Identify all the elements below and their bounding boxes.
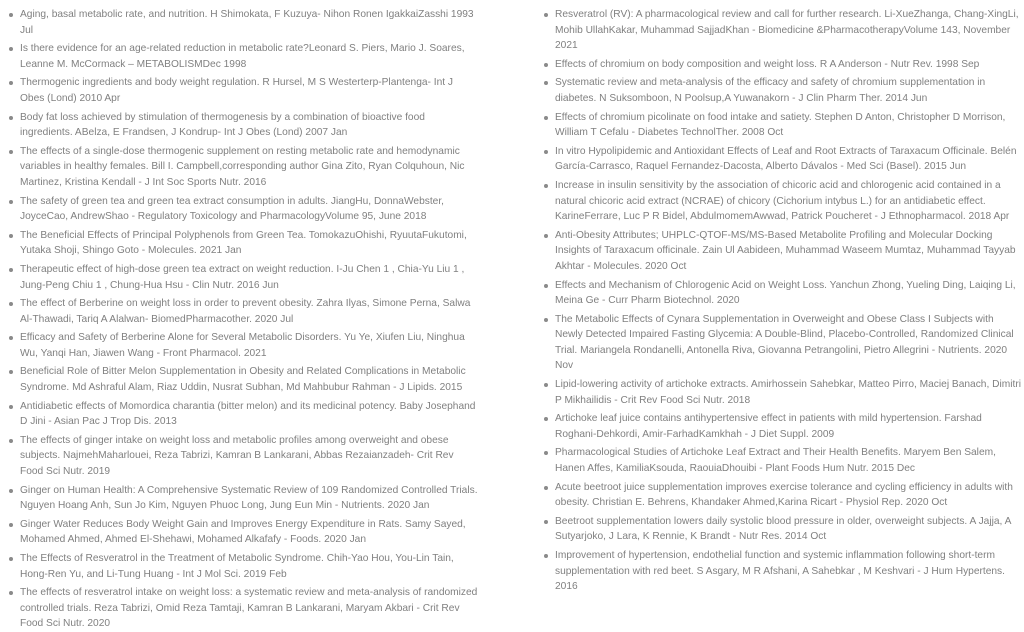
- reference-item: The Effects of Resveratrol in the Treatment of Metabolic Syndrome. Chih-Yao Hou, You-Lin Tain, Hong-Ren Yu, and Li-Tung Huang - Int J Mol Sci. 2019 Feb: [8, 551, 478, 582]
- reference-item: The effects of resveratrol intake on weight loss: a systematic review and meta-analysis of randomized controlled trials. Reza Tabrizi, Omid Reza Tamtaji, Kamran B Lankarani, Maryam Akbari - Crit Rev Food Sci Nutr. 2020: [8, 585, 478, 632]
- reference-item: Aging, basal metabolic rate, and nutrition. H Shimokata, F Kuzuya- Nihon Ronen IgakkaiZasshi 1993 Jul: [8, 7, 478, 38]
- reference-item: Beetroot supplementation lowers daily systolic blood pressure in older, overweight subjects. A Jajja, A Sutyarjoko, J Lara, K Rennie, K Brandt - Nutr Res. 2014 Oct: [543, 514, 1023, 545]
- reference-item: Acute beetroot juice supplementation improves exercise tolerance and cycling efficiency in adults with obesity. Christian E. Behrens, Khandaker Ahmed,Karina Ricart - Physiol Rep. 2020 Oct: [543, 480, 1023, 511]
- reference-item: Resveratrol (RV): A pharmacological review and call for further research. Li-XueZhanga, Chang-XingLi, Mohib UllahKakar, Muhammad SajjadKhan - Biomedicine &PharmacotherapyVolume 143, November 2021: [543, 7, 1023, 54]
- reference-item: Therapeutic effect of high-dose green tea extract on weight reduction. I-Ju Chen 1 , Chia-Yu Liu 1 , Jung-Peng Chiu 1 , Chung-Hua Hsu - Clin Nutr. 2016 Jun: [8, 262, 478, 293]
- reference-item: Pharmacological Studies of Artichoke Leaf Extract and Their Health Benefits. Maryem Ben Salem, Hanen Affes, KamiliaKsouda, RaouiaDhouibi - Plant Foods Hum Nutr. 2015 Dec: [543, 445, 1023, 476]
- reference-item: Ginger on Human Health: A Comprehensive Systematic Review of 109 Randomized Controlled Trials. Nguyen Hoang Anh, Sun Jo Kim, Nguyen Phuoc Long, Jung Eun Min - Nutrients. 2020 Jan: [8, 483, 478, 514]
- reference-item: Lipid-lowering activity of artichoke extracts. Amirhossein Sahebkar, Matteo Pirro, Maciej Banach, Dimitri P Mikhailidis - Crit Rev Food Sci Nutr. 2018: [543, 377, 1023, 408]
- reference-item: Body fat loss achieved by stimulation of thermogenesis by a combination of bioactive food ingredients. ABelza, E Frandsen, J Kondrup- Int J Obes (Lond) 2007 Jan: [8, 110, 478, 141]
- reference-item: The effects of a single-dose thermogenic supplement on resting metabolic rate and hemodynamic variables in healthy females. Bill I. Campbell,corresponding author Gina Zito, Ryan Colquhoun, Nic Martinez, Kristina Kendall - J Int Soc Sports Nutr. 2016: [8, 144, 478, 191]
- reference-item: The Metabolic Effects of Cynara Supplementation in Overweight and Obese Class I Subjects with Newly Detected Impaired Fasting Glycemia: A Double-Blind, Placebo-Controlled, Randomized Clinical Trial. Mariangela Rondanelli, Antonella Riva, Giovanna Petrangolini, Pietro Allegrini - Nutrients. 2020 Nov: [543, 312, 1023, 374]
- reference-item: Is there evidence for an age-related reduction in metabolic rate?Leonard S. Piers, Mario J. Soares, Leanne M. McCormack – METABOLISMDec 1998: [8, 41, 478, 72]
- reference-item: Effects of chromium picolinate on food intake and satiety. Stephen D Anton, Christopher D Morrison, William T Cefalu - Diabetes TechnolTher. 2008 Oct: [543, 110, 1023, 141]
- reference-item: Increase in insulin sensitivity by the association of chicoric acid and chlorogenic acid contained in a natural chicoric acid extract (NCRAE) of chicory (Cichorium intybus L.) for an antidiabetic effect. KarineFerrare, Luc P R Bidel, AbdulmomemAwwad, Patrick Poucheret - J Ethnopharmacol. 2018 Apr: [543, 178, 1023, 225]
- reference-item: Thermogenic ingredients and body weight regulation. R Hursel, M S Westerterp-Plantenga- Int J Obes (Lond) 2010 Apr: [8, 75, 478, 106]
- reference-item: Artichoke leaf juice contains antihypertensive effect in patients with mild hypertension. Farshad Roghani-Dehkordi, Amir-FarhadKamkhah - J Diet Suppl. 2009: [543, 411, 1023, 442]
- reference-item: Improvement of hypertension, endothelial function and systemic inflammation following short-term supplementation with red beet. S Asgary, M R Afshani, A Sahebkar , M Keshvari - J Hum Hypertens. 2016: [543, 548, 1023, 595]
- reference-item: Ginger Water Reduces Body Weight Gain and Improves Energy Expenditure in Rats. Samy Sayed, Mohamed Ahmed, Ahmed El-Shehawi, Mohamed Alkafafy - Foods. 2020 Jan: [8, 517, 478, 548]
- reference-item: Efficacy and Safety of Berberine Alone for Several Metabolic Disorders. Yu Ye, Xiufen Liu, Ninghua Wu, Yanqi Han, Jiawen Wang - Front Pharmacol. 2021: [8, 330, 478, 361]
- reference-item: The Beneficial Effects of Principal Polyphenols from Green Tea. TomokazuOhishi, RyuutaFukutomi, Yutaka Shoji, Shingo Goto - Molecules. 2021 Jan: [8, 228, 478, 259]
- reference-item: The effects of ginger intake on weight loss and metabolic profiles among overweight and obese subjects. NajmehMaharlouei, Reza Tabrizi, Kamran B Lankarani, Abbas Rezaianzadeh- Crit Rev Food Sci Nutr. 2019: [8, 433, 478, 480]
- reference-item: Beneficial Role of Bitter Melon Supplementation in Obesity and Related Complications in Metabolic Syndrome. Md Ashraful Alam, Riaz Uddin, Nusrat Subhan, Md Mahbubur Rahman - J Lipids. 2015: [8, 364, 478, 395]
- reference-item: The safety of green tea and green tea extract consumption in adults. JiangHu, DonnaWebster, JoyceCao, AndrewShao - Regulatory Toxicology and PharmacologyVolume 95, June 2018: [8, 194, 478, 225]
- references-right-column: [0, 7, 1023, 598]
- reference-item: Effects of chromium on body composition and weight loss. R A Anderson - Nutr Rev. 1998 Sep: [543, 57, 1023, 73]
- reference-item: Systematic review and meta-analysis of the efficacy and safety of chromium supplementation in diabetes. N Suksomboon, N Poolsup,A Yuwanakorn - J Clin Pharm Ther. 2014 Jun: [543, 75, 1023, 106]
- reference-item: Anti-Obesity Attributes; UHPLC-QTOF-MS/MS-Based Metabolite Profiling and Molecular Docking Insights of Taraxacum officinale. Zain Ul Aabideen, Muhammad Waseem Mumtaz, Muhammad Tayyab Akhtar - Molecules. 2020 Oct: [543, 228, 1023, 275]
- reference-item: Effects and Mechanism of Chlorogenic Acid on Weight Loss. Yanchun Zhong, Yueling Ding, Laiqing Li, Meina Ge - Curr Pharm Biotechnol. 2020: [543, 278, 1023, 309]
- reference-item: The effect of Berberine on weight loss in order to prevent obesity. Zahra Ilyas, Simone Perna, Salwa Al-Thawadi, Tariq A Alalwan- BiomedPharmacother. 2020 Jul: [8, 296, 478, 327]
- reference-item: In vitro Hypolipidemic and Antioxidant Effects of Leaf and Root Extracts of Taraxacum Officinale. Belén García-Carrasco, Raquel Fernandez-Dacosta, Alberto Dávalos - Med Sci (Basel). 2015 Jun: [543, 144, 1023, 175]
- reference-item: Antidiabetic effects of Momordica charantia (bitter melon) and its medicinal potency. Baby Josephand D Jini - Asian Pac J Trop Dis. 2013: [8, 399, 478, 430]
